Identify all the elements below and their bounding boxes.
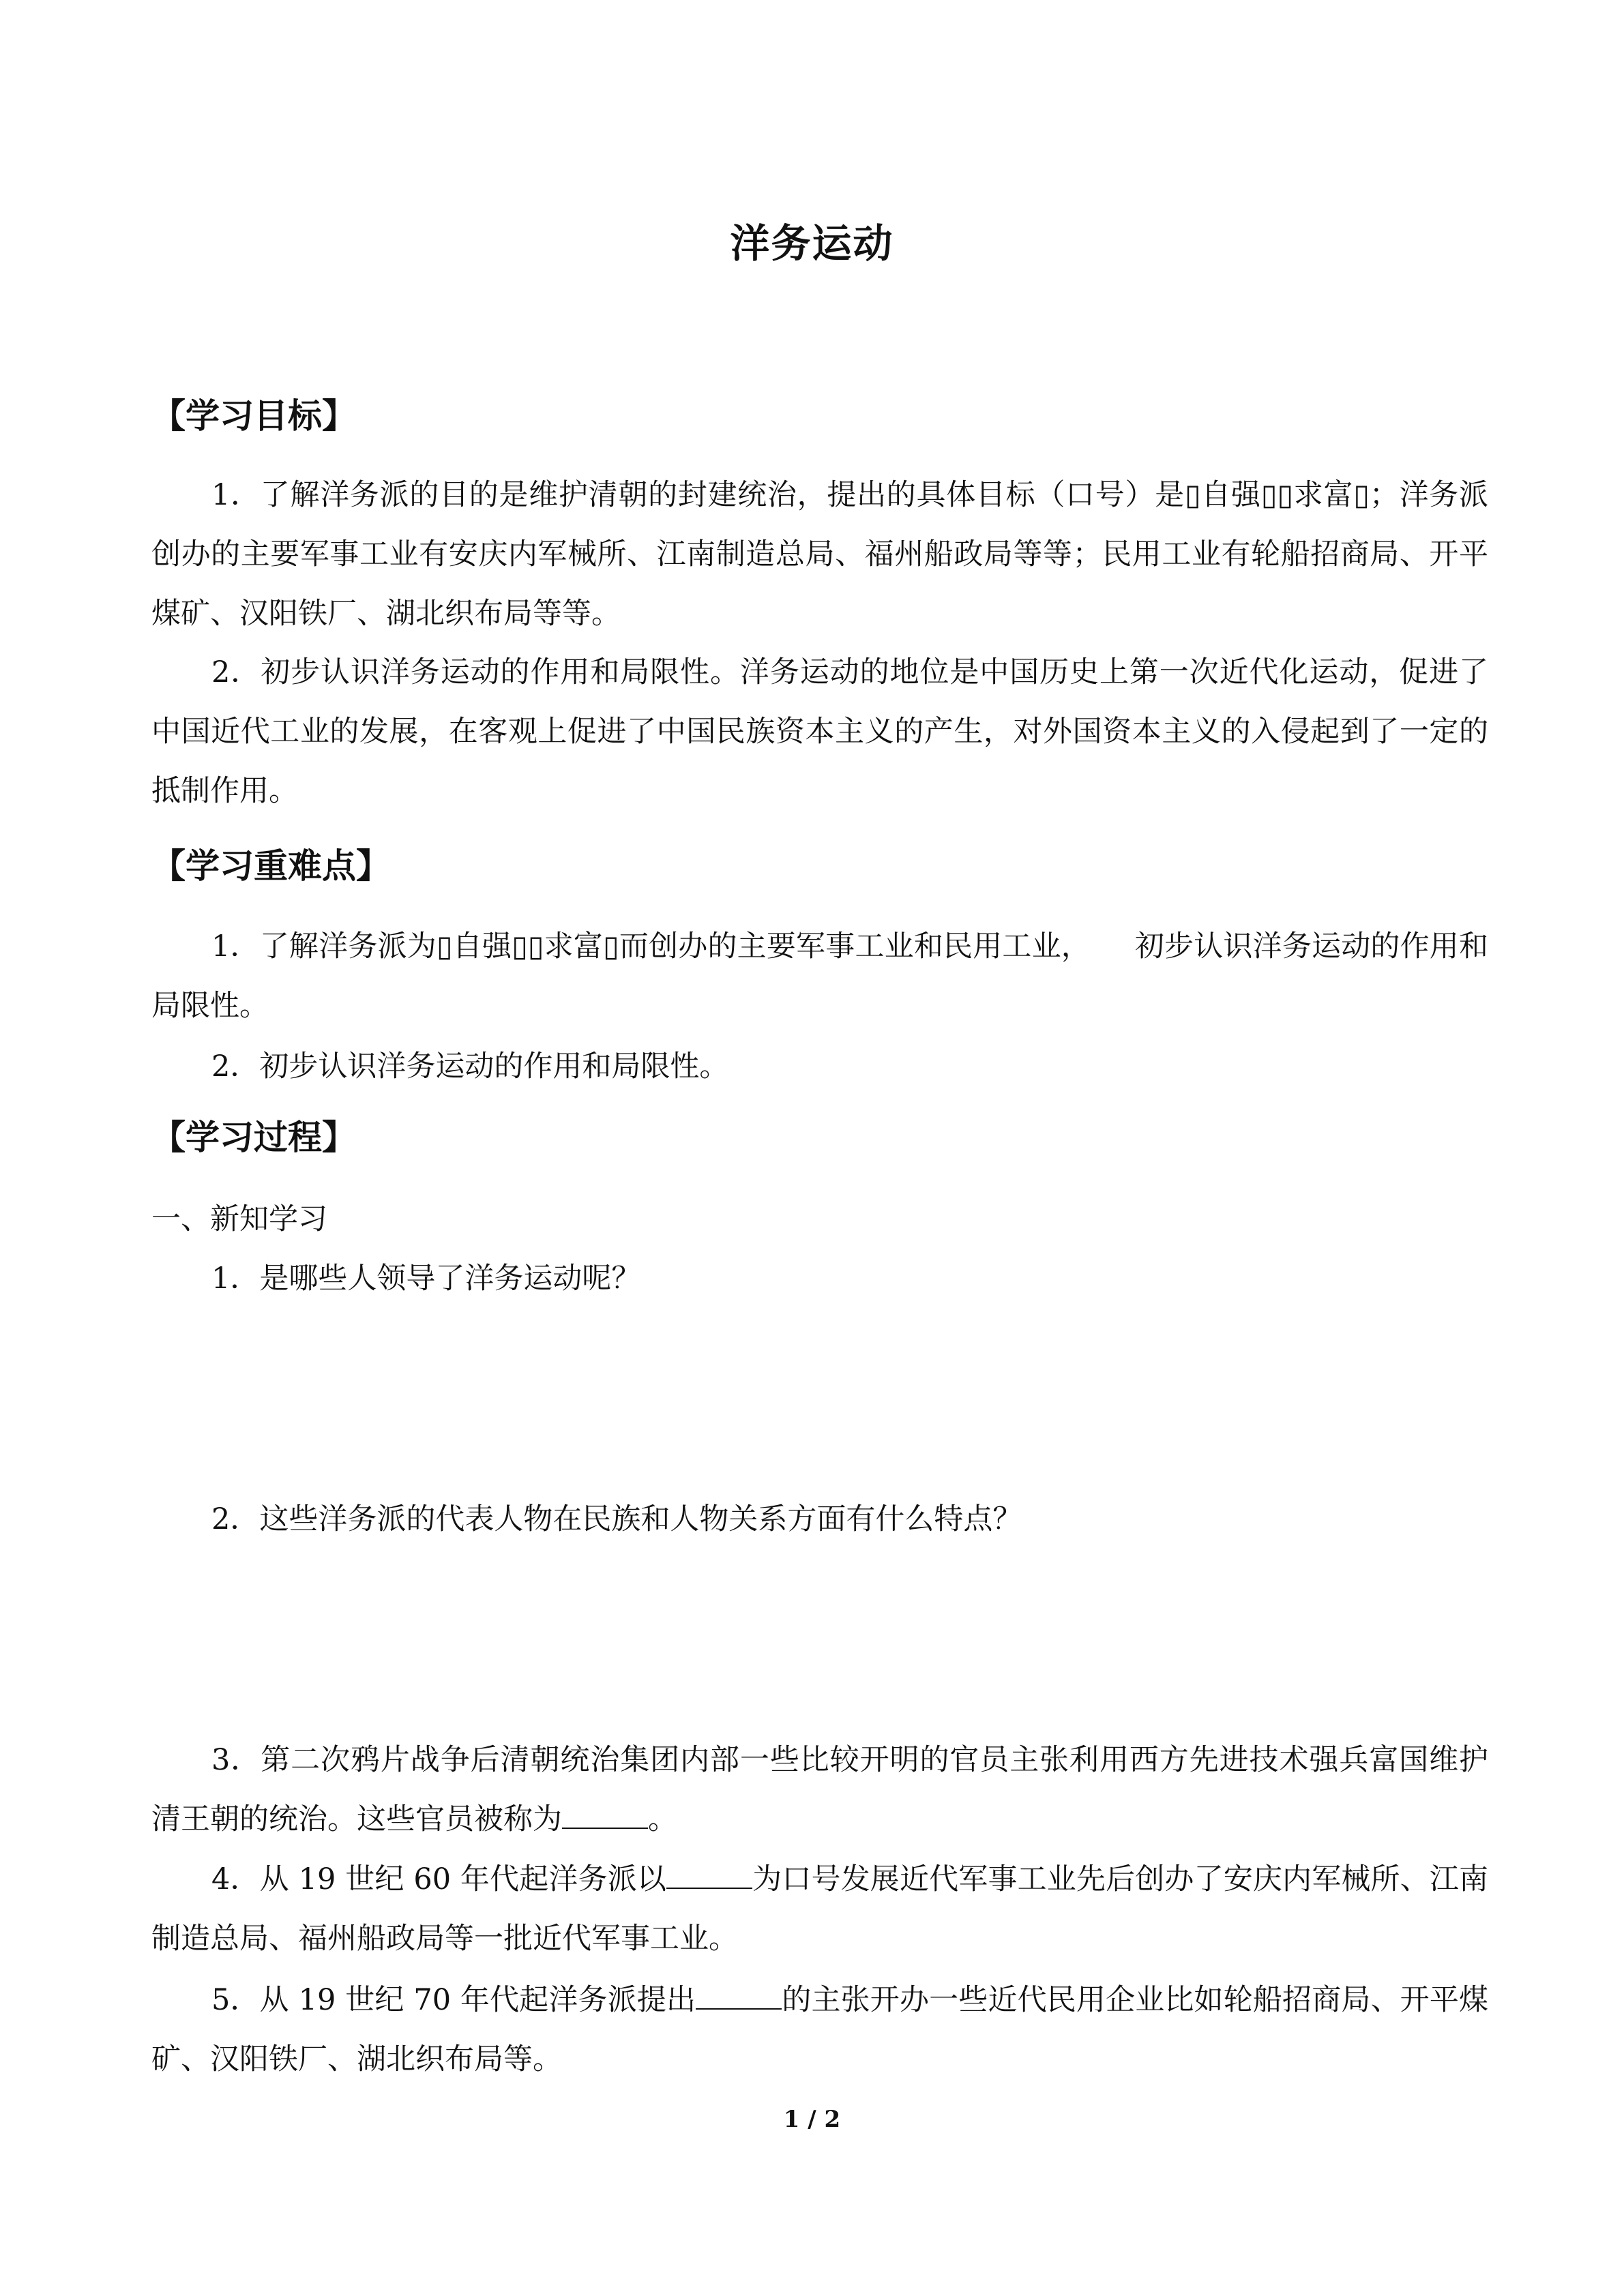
heading-learning-goals: 【学习目标】 — [151, 396, 356, 436]
heading-key-points: 【学习重难点】 — [151, 846, 390, 886]
question-3-text: 3．第二次鸦片战争后清朝统治集团内部一些比较开明的官员主张利用西方先进技术强兵富国维护清王朝的统治。这些官员被称为 — [151, 1743, 1488, 1836]
question-5 — [151, 1971, 1488, 2089]
answer-blank-4[interactable] — [666, 1863, 752, 1889]
key-points-paragraph-2: 2．初步认识洋务运动的作用和局限性。 — [211, 1049, 729, 1084]
question-5-text: 5．从 19 世纪 70 年代起洋务派提出 — [211, 1983, 696, 2017]
question-2: 2．这些洋务派的代表人物在民族和人物关系方面有什么特点？ — [211, 1502, 1022, 1536]
heading-learning-process: 【学习过程】 — [151, 1118, 356, 1157]
answer-blank-3[interactable] — [562, 1803, 648, 1829]
answer-blank-5[interactable] — [696, 1984, 782, 2010]
part-new-knowledge: 一、新知学习 — [151, 1202, 327, 1236]
question-4-rest: 为口号发展近代军事工业先后创办了安庆内军械所、江南制造总局、福州船政局等一批近代军事工业。 — [151, 1862, 1488, 1956]
goals-paragraph-2: 2．初步认识洋务运动的作用和局限性。洋务运动的地位是中国历史上第一次近代化运动，促进了中国近代工业的发展，在客观上促进了中国民族资本主义的产生，对外国资本主义的入侵起到了一定的抵制作用。 — [151, 655, 1488, 808]
page-title: 洋务运动 — [730, 220, 894, 267]
question-3 — [151, 1731, 1488, 1849]
question-1: 1．是哪些人领导了洋务运动呢？ — [211, 1262, 641, 1296]
question-4-text: 4．从 19 世纪 60 年代起洋务派以 — [211, 1862, 667, 1896]
question-4 — [151, 1850, 1488, 1969]
goals-paragraph-1: 1．了解洋务派的目的是维护清朝的封建统治，提出的具体目标（口号）是▯自强▯▯求富▯；洋务派创办的主要军事工业有安庆内军械所、江南制造总局、福州船政局等等；民用工业有轮船招商局、开平煤矿、汉阳铁厂、湖北织布局等等。 — [151, 478, 1488, 631]
question-3-end: 。 — [648, 1802, 677, 1836]
question-5-rest: 的主张开办一些近代民用企业比如轮船招商局、开平煤矿、汉阳铁厂、湖北织布局等。 — [151, 1983, 1488, 2076]
key-points-paragraph-1: 1．了解洋务派为▯自强▯▯求富▯而创办的主要军事工业和民用工业， 初步认识洋务运动的作用和局限性。 — [151, 929, 1488, 1023]
page-number: 1 / 2 — [783, 2106, 841, 2133]
